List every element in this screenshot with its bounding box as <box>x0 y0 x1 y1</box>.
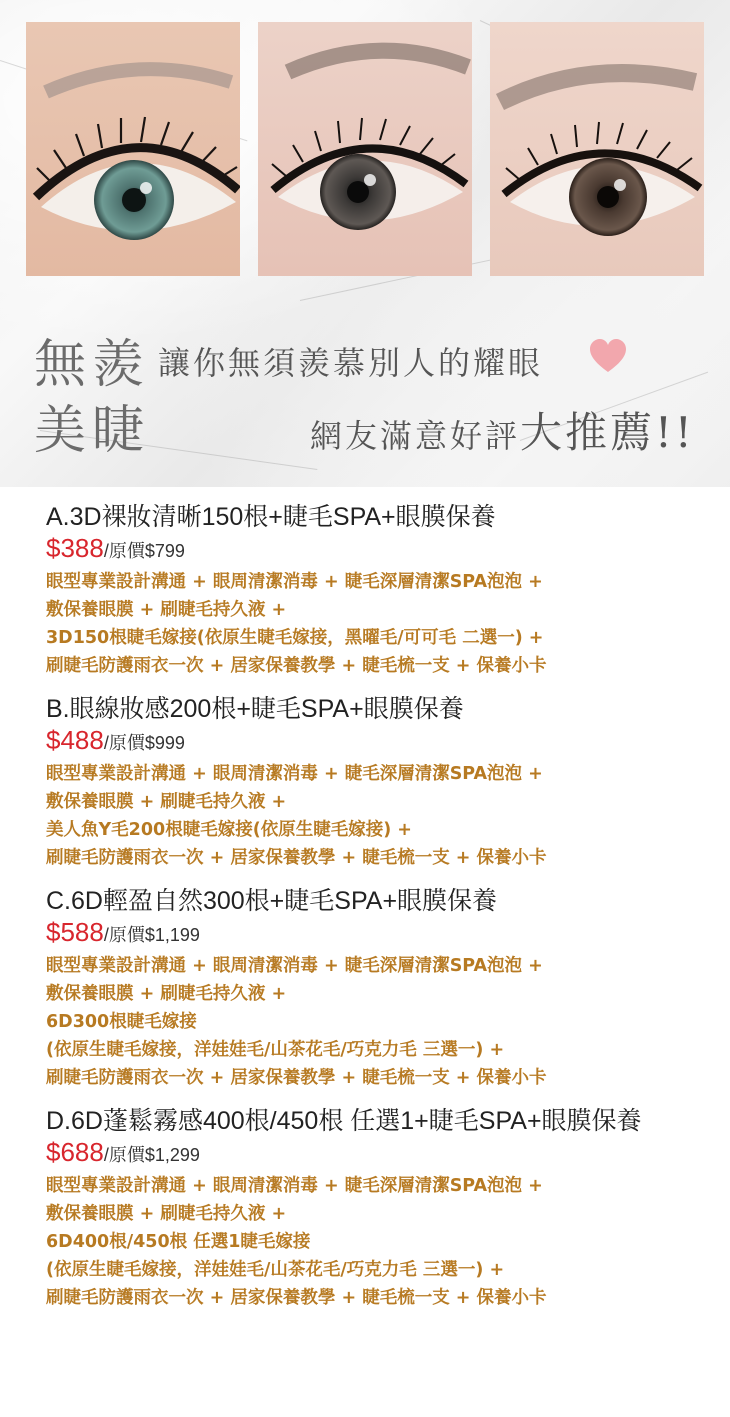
package-price <box>46 533 716 568</box>
package-b <box>46 694 716 872</box>
detail-line: 眼型專業設計溝通 + 眼周清潔消毒 + 睫毛深層清潔SPA泡泡 + <box>46 1176 543 1196</box>
tagline-2-emphasis: 大推薦!! <box>520 408 695 457</box>
detail-line: 敷保養眼膜 + 刷睫毛持久液 + <box>46 1204 287 1224</box>
package-a <box>46 502 716 680</box>
detail-line: 敷保養眼膜 + 刷睫毛持久液 + <box>46 600 287 620</box>
detail-line: 美人魚Y毛200根睫毛嫁接(依原生睫毛嫁接) + <box>46 820 412 840</box>
package-d <box>46 1106 716 1312</box>
detail-line: 6D300根睫毛嫁接 <box>46 1012 197 1032</box>
sale-price: $388 <box>46 533 104 563</box>
detail-line: 刷睫毛防護雨衣一次 + 居家保養教學 + 睫毛梳一支 + 保養小卡 <box>46 1068 547 1088</box>
sale-price: $488 <box>46 725 104 755</box>
package-details <box>46 760 716 872</box>
sale-price: $588 <box>46 917 104 947</box>
detail-line: 6D400根/450根 任選1睫毛嫁接 <box>46 1232 311 1252</box>
brand-name-line1: 無羨 <box>34 335 151 395</box>
detail-line: 眼型專業設計溝通 + 眼周清潔消毒 + 睫毛深層清潔SPA泡泡 + <box>46 764 543 784</box>
detail-line: 3D150根睫毛嫁接(依原生睫毛嫁接，黑曜毛/可可毛 二選一) + <box>46 628 544 648</box>
package-title: C.6D輕盈自然300根+睫毛SPA+眼膜保養 <box>46 887 498 915</box>
eye-photo-green-lens <box>26 22 240 276</box>
tagline-2-prefix: 網友滿意好評 <box>310 417 521 455</box>
detail-line: 眼型專業設計溝通 + 眼周清潔消毒 + 睫毛深層清潔SPA泡泡 + <box>46 956 543 976</box>
original-price: /原價$799 <box>103 541 185 561</box>
package-c <box>46 886 716 1092</box>
sale-price: $688 <box>46 1137 104 1167</box>
detail-line: (依原生睫毛嫁接，洋娃娃毛/山茶花毛/巧克力毛 三選一) + <box>46 1040 505 1060</box>
package-title: D.6D蓬鬆霧感400根/450根 任選1+睫毛SPA+眼膜保養 <box>46 1107 642 1135</box>
hero-banner <box>0 0 730 487</box>
eye-photo-brown-lens <box>490 22 704 276</box>
brand-name-line2: 美睫 <box>34 401 151 461</box>
detail-line: 敷保養眼膜 + 刷睫毛持久液 + <box>46 984 287 1004</box>
package-price <box>46 917 716 952</box>
package-price <box>46 725 716 760</box>
package-price <box>46 1137 716 1172</box>
package-details <box>46 952 716 1092</box>
tagline-2 <box>310 400 695 460</box>
detail-line: 刷睫毛防護雨衣一次 + 居家保養教學 + 睫毛梳一支 + 保養小卡 <box>46 1288 547 1308</box>
detail-line: 刷睫毛防護雨衣一次 + 居家保養教學 + 睫毛梳一支 + 保養小卡 <box>46 848 547 868</box>
heart-icon <box>588 337 628 377</box>
original-price: /原價$999 <box>103 733 185 753</box>
detail-line: 眼型專業設計溝通 + 眼周清潔消毒 + 睫毛深層清潔SPA泡泡 + <box>46 572 543 592</box>
package-details <box>46 1172 716 1312</box>
package-title: A.3D裸妝清晰150根+睫毛SPA+眼膜保養 <box>46 503 496 531</box>
package-details <box>46 568 716 680</box>
tagline-1: 讓你無須羨慕別人的耀眼 <box>158 344 544 382</box>
detail-line: (依原生睫毛嫁接，洋娃娃毛/山茶花毛/巧克力毛 三選一) + <box>46 1260 505 1280</box>
original-price: /原價$1,299 <box>103 1145 200 1165</box>
package-title: B.眼線妝感200根+睫毛SPA+眼膜保養 <box>46 695 464 723</box>
eye-photo-gray-lens <box>258 22 472 276</box>
detail-line: 刷睫毛防護雨衣一次 + 居家保養教學 + 睫毛梳一支 + 保養小卡 <box>46 656 547 676</box>
detail-line: 敷保養眼膜 + 刷睫毛持久液 + <box>46 792 287 812</box>
package-list <box>46 502 716 1326</box>
original-price: /原價$1,199 <box>103 925 200 945</box>
